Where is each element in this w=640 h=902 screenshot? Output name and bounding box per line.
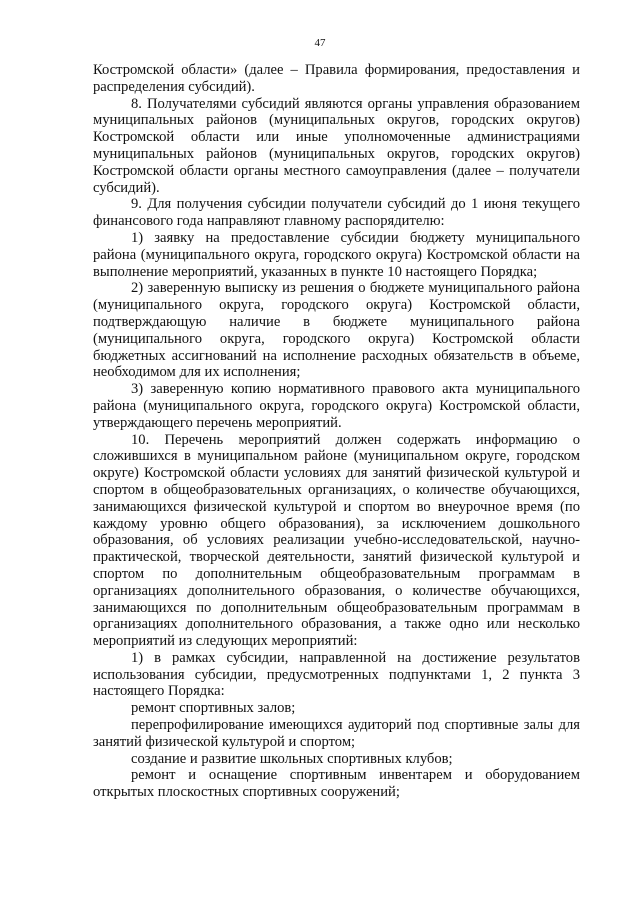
paragraph-9-documents: 9. Для получения субсидии получатели субсидий до 1 июня текущего финансового года направляют главному распорядителю: bbox=[93, 196, 580, 230]
measure-outdoor-facilities: ремонт и оснащение спортивным инвентарем и оборудованием открытых плоскостных спортивных сооружений; bbox=[93, 767, 580, 801]
measure-gym-repair: ремонт спортивных залов; bbox=[131, 700, 296, 717]
list-item-legal-act: 3) заверенную копию нормативного правового акта муниципального района (муниципального округа, городского округа) Костромской области, утверждающего перечень мероприятий. bbox=[93, 381, 580, 431]
list-item-budget-extract: 2) заверенную выписку из решения о бюджете муниципального района (муниципального округа, городского округа) Костромской области, подтверждающую наличие в бюджете муниципального района (муниципального округа, городского округа) Костромской области бюджетных ассигнований на исполнение расходных обязательств в объеме, необходимом для их исполнения; bbox=[93, 280, 580, 381]
measure-sports-clubs: создание и развитие школьных спортивных клубов; bbox=[131, 750, 453, 767]
paragraph-10-measures: 10. Перечень мероприятий должен содержать информацию о сложившихся в муниципальном районе (муниципальном округе, городском округе) Костромской области условиях для занятий физической культурой и спортом в общеобразовательных организациях, о количестве обучающихся, занимающихся физической культурой и спортом во внеурочное время (по каждому уровню общего образования), за исключением дошкольного образования, об условиях реализации учебно-исследовательской, научно-практической, творческой деятельности, занятий физической культурой и спортом по дополнительным общеобразовательным программам в организациях дополнительного образования, о количестве обучающихся, занимающихся по дополнительным общеобразовательным программам в организациях дополнительного образования, а также одно или несколько мероприятий из следующих мероприятий: bbox=[93, 431, 580, 650]
measure-room-conversion: перепрофилирование имеющихся аудиторий под спортивные залы для занятий физической культурой и спортом; bbox=[93, 717, 580, 750]
page-number: 47 bbox=[314, 37, 326, 49]
paragraph-8-recipients: 8. Получателями субсидий являются органы управления образованием муниципальных районов (муниципальных округов, городских округов) Костромской области или иные уполномоченные администрациями муниципальных районов (муниципальных округов, городских округов) Костромской области органы местного самоуправления (далее – получатели субсидий). bbox=[93, 95, 580, 196]
list-item-application: 1) заявку на предоставление субсидии бюджету муниципального района (муниципального округа, городского округа) Костромской области на выполнение мероприятий, указанных в пункте 10 настоящего Порядка; bbox=[93, 229, 580, 280]
paragraph-continuation: Костромской области» (далее – Правила формирования, предоставления и распределения субсидий). bbox=[93, 62, 580, 95]
list-item-subsidy-scope: 1) в рамках субсидии, направленной на достижение результатов использования субсидии, предусмотренных подпунктами 1, 2 пункта 3 настоящего Порядка: bbox=[93, 649, 580, 700]
document-body bbox=[93, 62, 580, 801]
